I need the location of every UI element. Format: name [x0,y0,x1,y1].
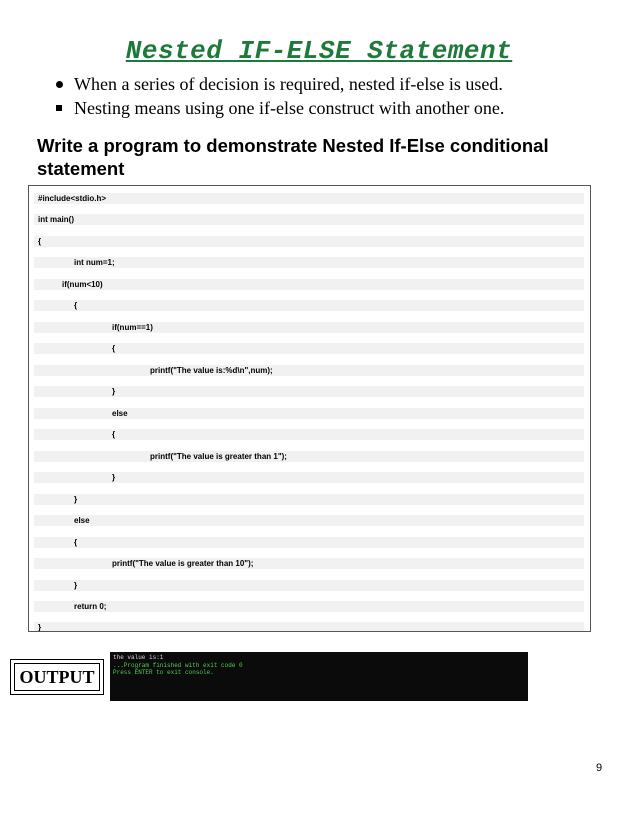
console-line: ...Program finished with exit code 0 [113,661,243,669]
page-number: 9 [596,762,603,774]
bullet-list [52,72,612,120]
code-line: } [74,495,78,504]
code-line: else [74,516,90,525]
console-line: the value is:1 [113,654,164,661]
code-line: else [112,409,128,418]
code-line: int main() [38,215,74,224]
square-bullet-icon [52,105,74,111]
round-bullet-icon [52,81,74,88]
code-line: if(num==1) [112,323,153,332]
code-line: printf("The value is greater than 1"); [150,452,287,461]
code-block [28,185,591,632]
code-line: } [112,387,116,396]
code-line: return 0; [74,602,107,611]
console-line: Press ENTER to exit console. [113,669,214,676]
output-label-box [10,659,104,695]
code-line: #include<stdio.h> [38,194,107,203]
code-line: { [38,237,42,246]
bullet-item [52,96,612,120]
bullet-text: Nesting means using one if-else construct with another one. [74,97,505,118]
code-line: { [74,538,78,547]
code-line: printf("The value is:%d\n",num); [150,366,273,375]
code-line: } [112,473,116,482]
page-title: Nested IF-ELSE Statement [125,36,513,66]
bullet-item [52,72,612,96]
code-line: printf("The value is greater than 10"); [112,559,254,568]
section-heading: Write a program to demonstrate Nested If-Else conditional statement [37,135,549,179]
code-line: { [112,430,116,439]
code-line: } [74,581,78,590]
code-line: } [38,623,42,632]
bullet-text: When a series of decision is required, nested if-else is used. [74,73,503,94]
output-label: OUTPUT [14,663,100,691]
code-line: int num=1; [74,258,115,267]
console-output [110,652,528,701]
code-line: { [74,301,78,310]
code-line: if(num<10) [62,280,103,289]
code-line: { [112,344,116,353]
